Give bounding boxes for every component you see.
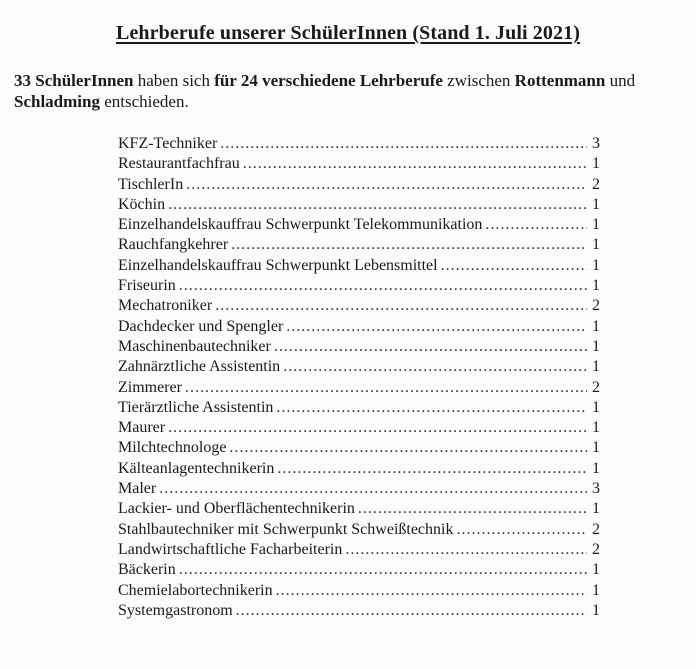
list-item xyxy=(118,581,600,601)
profession-list xyxy=(118,134,600,621)
list-item xyxy=(118,134,600,154)
dot-leader xyxy=(358,499,587,519)
dot-leader xyxy=(179,276,587,296)
list-item xyxy=(118,296,600,316)
profession-name: Zahnärztliche Assistentin xyxy=(118,358,281,376)
profession-count-value: 2 xyxy=(592,540,600,558)
dot-leader xyxy=(456,520,587,540)
profession-name: Systemgastronom xyxy=(118,601,233,619)
place-rottenmann: Rottenmann xyxy=(514,71,606,90)
dot-leader xyxy=(231,235,587,255)
profession-name: Rauchfangkehrer xyxy=(118,236,229,254)
profession-count-value: 1 xyxy=(592,561,600,579)
intro-text-2: zwischen xyxy=(442,71,515,90)
page-title: Lehrberufe unserer SchülerInnen (Stand 1. Juli 2021) xyxy=(116,22,580,44)
profession-count-value: 3 xyxy=(592,135,600,152)
profession-count-value: 1 xyxy=(592,358,600,376)
dot-leader xyxy=(220,134,587,154)
profession-count-value: 1 xyxy=(592,419,600,437)
profession-name: Friseurin xyxy=(118,277,176,295)
dot-leader xyxy=(179,560,587,580)
list-item xyxy=(118,337,600,357)
profession-name: Milchtechnologe xyxy=(118,439,227,457)
list-item xyxy=(118,520,600,540)
profession-count-value: 1 xyxy=(592,155,600,173)
dot-leader xyxy=(236,601,587,621)
dot-leader xyxy=(243,154,587,174)
dot-leader xyxy=(185,378,587,398)
intro-text-1: haben sich xyxy=(133,71,215,90)
list-item xyxy=(118,195,600,215)
intro-paragraph xyxy=(14,70,690,112)
profession-name: TischlerIn xyxy=(118,175,184,193)
profession-name: KFZ-Techniker xyxy=(118,135,218,152)
dot-leader xyxy=(229,438,587,458)
profession-name: Restaurantfachfrau xyxy=(118,155,240,173)
profession-name: Landwirtschaftliche Facharbeiterin xyxy=(118,540,343,558)
profession-name: Zimmerer xyxy=(118,378,182,396)
profession-name: Maurer xyxy=(118,419,166,437)
profession-count-value: 1 xyxy=(592,236,600,254)
list-item xyxy=(118,540,600,560)
profession-count-value: 1 xyxy=(592,256,600,274)
profession-name: Tierärztliche Assistentin xyxy=(118,398,274,416)
dot-leader xyxy=(168,418,587,438)
list-item xyxy=(118,601,600,621)
dot-leader xyxy=(276,581,587,601)
list-item xyxy=(118,276,600,296)
profession-name: Chemielabortechnikerin xyxy=(118,581,273,599)
profession-name: Dachdecker und Spengler xyxy=(118,317,284,335)
profession-name: Stahlbautechniker mit Schwerpunkt Schweißtechnik xyxy=(118,520,454,538)
list-item xyxy=(118,499,600,519)
dot-leader xyxy=(485,215,587,235)
profession-count-value: 1 xyxy=(592,337,600,355)
list-item xyxy=(118,479,600,499)
dot-leader xyxy=(441,256,587,276)
list-item xyxy=(118,378,600,398)
profession-count-value: 1 xyxy=(592,459,600,477)
profession-count-value: 1 xyxy=(592,398,600,416)
profession-count-value: 2 xyxy=(592,297,600,315)
profession-name: Mechatroniker xyxy=(118,297,213,315)
profession-name: Maschinenbautechniker xyxy=(118,337,271,355)
profession-name: Kälteanlagentechnikerin xyxy=(118,459,275,477)
profession-name: Maler xyxy=(118,480,157,498)
list-item xyxy=(118,154,600,174)
profession-name: Einzelhandelskauffrau Schwerpunkt Lebensmittel xyxy=(118,256,438,274)
list-item xyxy=(118,459,600,479)
list-item xyxy=(118,418,600,438)
dot-leader xyxy=(345,540,587,560)
dot-leader xyxy=(215,296,587,316)
profession-count-value: 2 xyxy=(592,520,600,538)
profession-count-value: 1 xyxy=(592,500,600,518)
intro-text-3: und xyxy=(605,71,636,90)
profession-count: für 24 verschiedene Lehrberufe xyxy=(214,71,443,90)
profession-count-value: 1 xyxy=(592,439,600,457)
list-item xyxy=(118,317,600,337)
intro-text-4: entschieden. xyxy=(99,92,189,111)
profession-name: Einzelhandelskauffrau Schwerpunkt Telekommunikation xyxy=(118,216,483,234)
list-item xyxy=(118,235,600,255)
dot-leader xyxy=(276,398,587,418)
profession-name: Bäckerin xyxy=(118,561,176,579)
profession-count-value: 1 xyxy=(592,601,600,619)
profession-count-value: 2 xyxy=(592,175,600,193)
list-item xyxy=(118,175,600,195)
profession-count-value: 3 xyxy=(592,480,600,498)
profession-count-value: 1 xyxy=(592,581,600,599)
list-item xyxy=(118,256,600,276)
list-item xyxy=(118,215,600,235)
profession-count-value: 1 xyxy=(592,277,600,295)
dot-leader xyxy=(186,175,587,195)
profession-name: Köchin xyxy=(118,195,166,213)
profession-count-value: 2 xyxy=(592,378,600,396)
profession-count-value: 1 xyxy=(592,216,600,234)
profession-count-value: 1 xyxy=(592,317,600,335)
list-item xyxy=(118,560,600,580)
dot-leader xyxy=(286,317,587,337)
dot-leader xyxy=(159,479,587,499)
list-item xyxy=(118,398,600,418)
dot-leader xyxy=(283,357,587,377)
student-count: 33 SchülerInnen xyxy=(14,71,134,90)
list-item xyxy=(118,438,600,458)
profession-name: Lackier- und Oberflächentechnikerin xyxy=(118,500,355,518)
profession-count-value: 1 xyxy=(592,195,600,213)
dot-leader xyxy=(277,459,587,479)
list-item xyxy=(118,357,600,377)
place-schladming: Schladming xyxy=(14,92,100,111)
dot-leader xyxy=(168,195,587,215)
dot-leader xyxy=(274,337,587,357)
